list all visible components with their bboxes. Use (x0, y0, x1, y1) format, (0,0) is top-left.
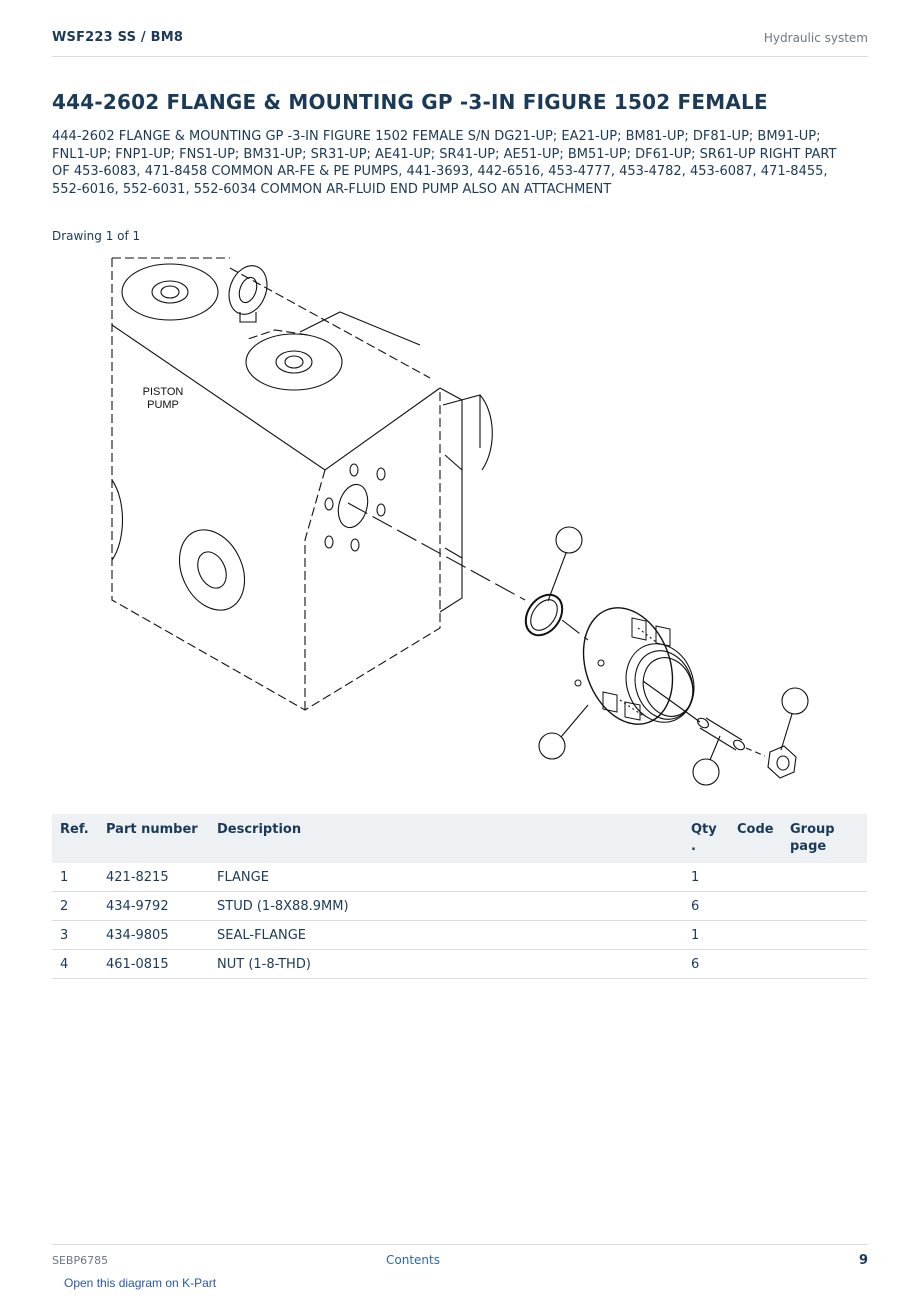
outlet-port (325, 464, 385, 551)
seal-flange-o-ring (518, 588, 569, 642)
cell-group-page (782, 921, 867, 950)
parts-table (52, 814, 867, 979)
callout-ring-nut (781, 688, 808, 750)
port-top-left (122, 264, 218, 320)
cell-description: STUD (1-8X88.9MM) (209, 892, 683, 921)
cell-part-number: 461-0815 (98, 950, 209, 979)
contents-link[interactable]: Contents (386, 1253, 440, 1267)
cell-code (729, 921, 782, 950)
cell-code (729, 950, 782, 979)
parts-diagram (100, 250, 820, 800)
stud (696, 716, 746, 751)
cell-qty: 1 (683, 863, 729, 892)
pump-label-line2: PUMP (147, 399, 179, 411)
port-top-middle (246, 334, 342, 390)
drawing-label: Drawing 1 of 1 (52, 229, 141, 243)
col-qty: Qty . (683, 814, 729, 863)
cell-ref: 1 (52, 863, 98, 892)
cell-group-page (782, 863, 867, 892)
cell-ref: 4 (52, 950, 98, 979)
cell-qty: 6 (683, 950, 729, 979)
col-code: Code (729, 814, 782, 863)
cell-qty: 6 (683, 892, 729, 921)
table-row (52, 892, 867, 921)
piston-pump-body (112, 258, 492, 710)
cell-part-number: 434-9792 (98, 892, 209, 921)
callout-ring-flange (539, 705, 588, 759)
cell-description: NUT (1-8-THD) (209, 950, 683, 979)
cell-description: SEAL-FLANGE (209, 921, 683, 950)
cell-ref: 3 (52, 921, 98, 950)
page-title: 444-2602 FLANGE & MOUNTING GP -3-IN FIGURE 1502 FEMALE (52, 90, 768, 114)
col-description: Description (209, 814, 683, 863)
pump-label-line1: PISTON (142, 386, 184, 398)
col-part-number: Part number (98, 814, 209, 863)
flange (568, 595, 705, 736)
cell-ref: 2 (52, 892, 98, 921)
cell-group-page (782, 892, 867, 921)
col-ref: Ref. (52, 814, 98, 863)
callout-ring-stud (693, 736, 720, 785)
page-footer (52, 1244, 868, 1275)
cell-code (729, 892, 782, 921)
page-header (52, 28, 868, 57)
assembly-centerline (348, 503, 588, 640)
nut-axis (746, 748, 765, 756)
cell-code (729, 863, 782, 892)
cell-part-number: 434-9805 (98, 921, 209, 950)
table-header-row (52, 814, 867, 863)
section-title: Hydraulic system (763, 31, 868, 45)
cell-group-page (782, 950, 867, 979)
group-description: 444-2602 FLANGE & MOUNTING GP -3-IN FIGURE 1502 FEMALE S/N DG21-UP; EA21-UP; BM81-UP; DF81-UP; BM91-UP; FNL1-UP; FNP1-UP; FNS1-UP; BM31-UP; SR31-UP; AE41-UP; SR41-UP; AE51-UP; BM51-UP; DF61-UP; SR61-UP RIGHT PART OF 453-6083, 471-8458 COMMON AR-FE & PE PUMPS, 441-3693, 442-6516, 453-4777, 453-4782, 453-6087, 471-8455, 552-6016, 552-6031, 552-6034 COMMON AR-FLUID END PUMP ALSO AN ATTACHMENT (52, 129, 837, 197)
lifting-eye (223, 260, 274, 322)
cell-part-number: 421-8215 (98, 863, 209, 892)
nut (768, 746, 796, 778)
table-row (52, 863, 867, 892)
cell-description: FLANGE (209, 863, 683, 892)
table-row (52, 950, 867, 979)
callout-ring-seal (548, 527, 582, 601)
cell-qty: 1 (683, 921, 729, 950)
document-number: SEBP6785 (52, 1254, 109, 1267)
col-group-page: Group page (782, 814, 867, 863)
kpart-link[interactable]: Open this diagram on K-Part (64, 1276, 217, 1290)
port-side (167, 519, 257, 620)
table-row (52, 921, 867, 950)
model-title: WSF223 SS / BM8 (52, 30, 184, 45)
page-number: 9 (858, 1253, 868, 1268)
